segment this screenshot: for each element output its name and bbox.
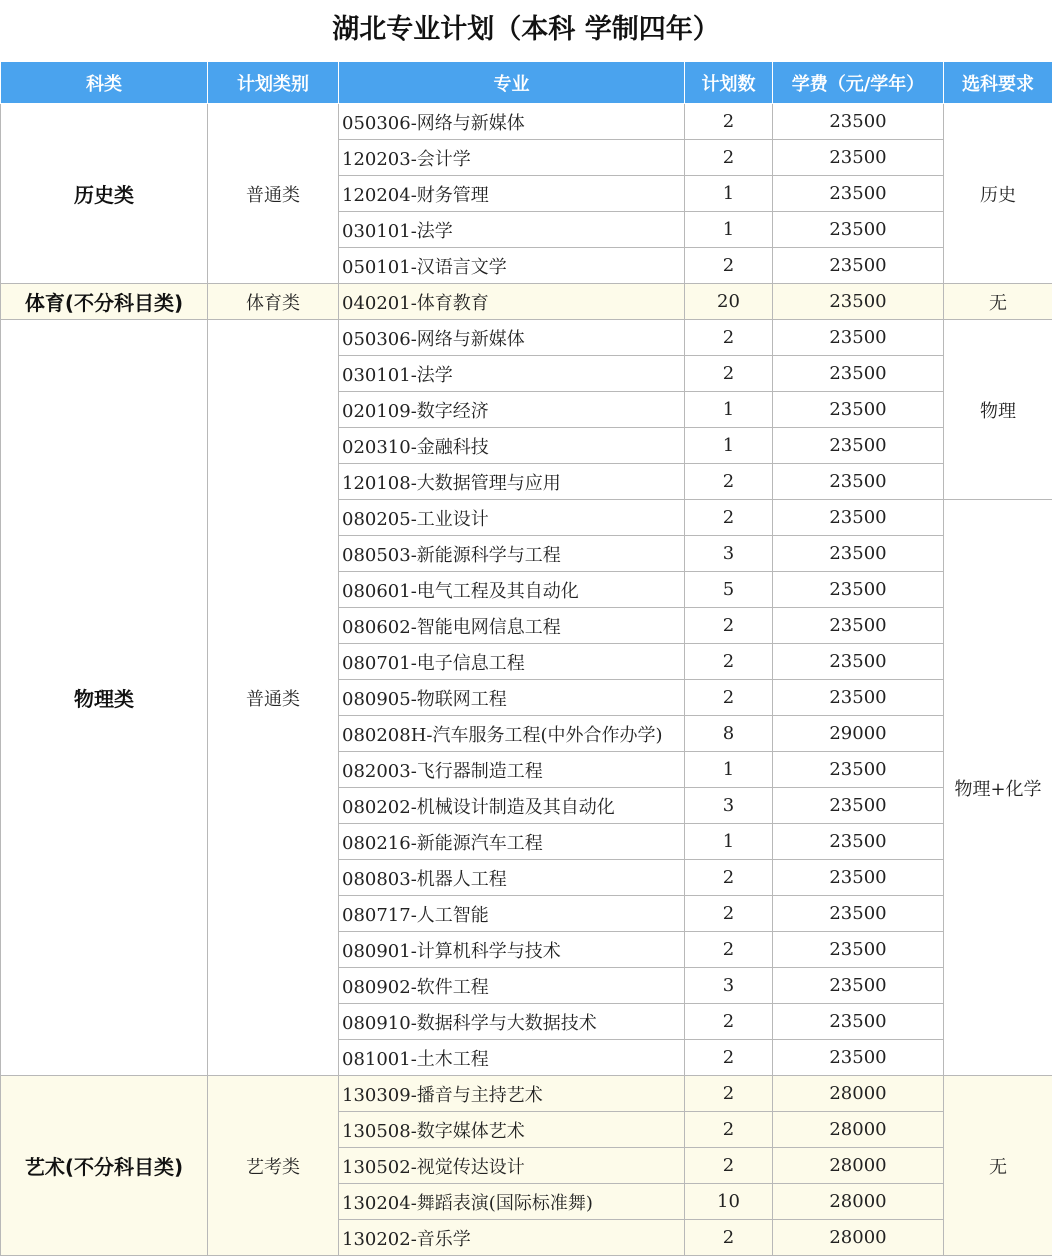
header-requirement: 选科要求 xyxy=(944,62,1052,104)
requirement-cell: 历史 xyxy=(944,104,1052,284)
fee-cell: 23500 xyxy=(773,428,944,464)
count-cell: 2 xyxy=(685,248,773,284)
fee-cell: 23500 xyxy=(773,680,944,716)
count-cell: 2 xyxy=(685,644,773,680)
fee-cell: 29000 xyxy=(773,716,944,752)
fee-cell: 23500 xyxy=(773,320,944,356)
major-cell: 120204-财务管理 xyxy=(339,176,685,212)
header-fee: 学费（元/学年） xyxy=(773,62,944,104)
major-cell: 080803-机器人工程 xyxy=(339,860,685,896)
count-cell: 2 xyxy=(685,104,773,140)
major-cell: 030101-法学 xyxy=(339,356,685,392)
major-cell: 130202-音乐学 xyxy=(339,1220,685,1256)
table-row xyxy=(1,284,1052,320)
header-plan-type: 计划类别 xyxy=(208,62,339,104)
count-cell: 3 xyxy=(685,968,773,1004)
count-cell: 2 xyxy=(685,1112,773,1148)
fee-cell: 23500 xyxy=(773,1004,944,1040)
major-cell: 080202-机械设计制造及其自动化 xyxy=(339,788,685,824)
fee-cell: 23500 xyxy=(773,968,944,1004)
count-cell: 2 xyxy=(685,1220,773,1256)
fee-cell: 23500 xyxy=(773,572,944,608)
category-cell: 物理类 xyxy=(1,320,208,1076)
major-cell: 130309-播音与主持艺术 xyxy=(339,1076,685,1112)
header-major: 专业 xyxy=(339,62,685,104)
count-cell: 2 xyxy=(685,356,773,392)
count-cell: 2 xyxy=(685,1040,773,1076)
count-cell: 5 xyxy=(685,572,773,608)
major-cell: 020109-数字经济 xyxy=(339,392,685,428)
fee-cell: 23500 xyxy=(773,1040,944,1076)
fee-cell: 23500 xyxy=(773,284,944,320)
count-cell: 2 xyxy=(685,320,773,356)
plan-table xyxy=(0,61,1052,1256)
plan-type-cell: 普通类 xyxy=(208,320,339,1076)
requirement-cell: 无 xyxy=(944,284,1052,320)
table-row xyxy=(1,320,1052,356)
fee-cell: 23500 xyxy=(773,644,944,680)
count-cell: 20 xyxy=(685,284,773,320)
fee-cell: 23500 xyxy=(773,860,944,896)
category-cell: 体育(不分科目类) xyxy=(1,284,208,320)
major-cell: 080602-智能电网信息工程 xyxy=(339,608,685,644)
fee-cell: 28000 xyxy=(773,1184,944,1220)
major-cell: 080902-软件工程 xyxy=(339,968,685,1004)
count-cell: 1 xyxy=(685,824,773,860)
count-cell: 1 xyxy=(685,428,773,464)
plan-type-cell: 艺考类 xyxy=(208,1076,339,1256)
count-cell: 2 xyxy=(685,500,773,536)
major-cell: 080216-新能源汽车工程 xyxy=(339,824,685,860)
table-row xyxy=(1,1076,1052,1112)
major-cell: 080208H-汽车服务工程(中外合作办学) xyxy=(339,716,685,752)
category-cell: 艺术(不分科目类) xyxy=(1,1076,208,1256)
count-cell: 1 xyxy=(685,212,773,248)
fee-cell: 23500 xyxy=(773,356,944,392)
count-cell: 1 xyxy=(685,392,773,428)
major-cell: 130502-视觉传达设计 xyxy=(339,1148,685,1184)
requirement-cell: 物理+化学 xyxy=(944,500,1052,1076)
fee-cell: 23500 xyxy=(773,500,944,536)
major-cell: 080701-电子信息工程 xyxy=(339,644,685,680)
count-cell: 2 xyxy=(685,680,773,716)
count-cell: 1 xyxy=(685,176,773,212)
major-cell: 120203-会计学 xyxy=(339,140,685,176)
fee-cell: 23500 xyxy=(773,932,944,968)
major-cell: 020310-金融科技 xyxy=(339,428,685,464)
major-cell: 080910-数据科学与大数据技术 xyxy=(339,1004,685,1040)
requirement-cell: 无 xyxy=(944,1076,1052,1256)
fee-cell: 23500 xyxy=(773,788,944,824)
count-cell: 2 xyxy=(685,1004,773,1040)
table-header-row xyxy=(1,62,1052,104)
header-category: 科类 xyxy=(1,62,208,104)
major-cell: 080503-新能源科学与工程 xyxy=(339,536,685,572)
count-cell: 8 xyxy=(685,716,773,752)
fee-cell: 28000 xyxy=(773,1220,944,1256)
count-cell: 2 xyxy=(685,1076,773,1112)
fee-cell: 23500 xyxy=(773,104,944,140)
major-cell: 082003-飞行器制造工程 xyxy=(339,752,685,788)
fee-cell: 28000 xyxy=(773,1112,944,1148)
fee-cell: 23500 xyxy=(773,140,944,176)
table-row xyxy=(1,104,1052,140)
category-cell: 历史类 xyxy=(1,104,208,284)
fee-cell: 28000 xyxy=(773,1076,944,1112)
count-cell: 2 xyxy=(685,1148,773,1184)
count-cell: 2 xyxy=(685,896,773,932)
major-cell: 040201-体育教育 xyxy=(339,284,685,320)
major-cell: 081001-土木工程 xyxy=(339,1040,685,1076)
count-cell: 10 xyxy=(685,1184,773,1220)
fee-cell: 23500 xyxy=(773,464,944,500)
fee-cell: 23500 xyxy=(773,536,944,572)
count-cell: 2 xyxy=(685,860,773,896)
major-cell: 080205-工业设计 xyxy=(339,500,685,536)
fee-cell: 28000 xyxy=(773,1148,944,1184)
count-cell: 2 xyxy=(685,932,773,968)
plan-type-cell: 普通类 xyxy=(208,104,339,284)
major-cell: 130508-数字媒体艺术 xyxy=(339,1112,685,1148)
fee-cell: 23500 xyxy=(773,248,944,284)
major-cell: 080601-电气工程及其自动化 xyxy=(339,572,685,608)
count-cell: 2 xyxy=(685,140,773,176)
plan-type-cell: 体育类 xyxy=(208,284,339,320)
major-cell: 050101-汉语言文学 xyxy=(339,248,685,284)
fee-cell: 23500 xyxy=(773,392,944,428)
requirement-cell: 物理 xyxy=(944,320,1052,500)
fee-cell: 23500 xyxy=(773,752,944,788)
count-cell: 1 xyxy=(685,752,773,788)
major-cell: 030101-法学 xyxy=(339,212,685,248)
major-cell: 050306-网络与新媒体 xyxy=(339,320,685,356)
major-cell: 130204-舞蹈表演(国际标准舞) xyxy=(339,1184,685,1220)
count-cell: 2 xyxy=(685,464,773,500)
count-cell: 3 xyxy=(685,536,773,572)
fee-cell: 23500 xyxy=(773,824,944,860)
major-cell: 080901-计算机科学与技术 xyxy=(339,932,685,968)
fee-cell: 23500 xyxy=(773,896,944,932)
count-cell: 3 xyxy=(685,788,773,824)
fee-cell: 23500 xyxy=(773,212,944,248)
major-cell: 120108-大数据管理与应用 xyxy=(339,464,685,500)
fee-cell: 23500 xyxy=(773,176,944,212)
count-cell: 2 xyxy=(685,608,773,644)
page-title: 湖北专业计划（本科 学制四年） xyxy=(332,14,720,45)
major-cell: 080905-物联网工程 xyxy=(339,680,685,716)
fee-cell: 23500 xyxy=(773,608,944,644)
major-cell: 050306-网络与新媒体 xyxy=(339,104,685,140)
header-count: 计划数 xyxy=(685,62,773,104)
major-cell: 080717-人工智能 xyxy=(339,896,685,932)
